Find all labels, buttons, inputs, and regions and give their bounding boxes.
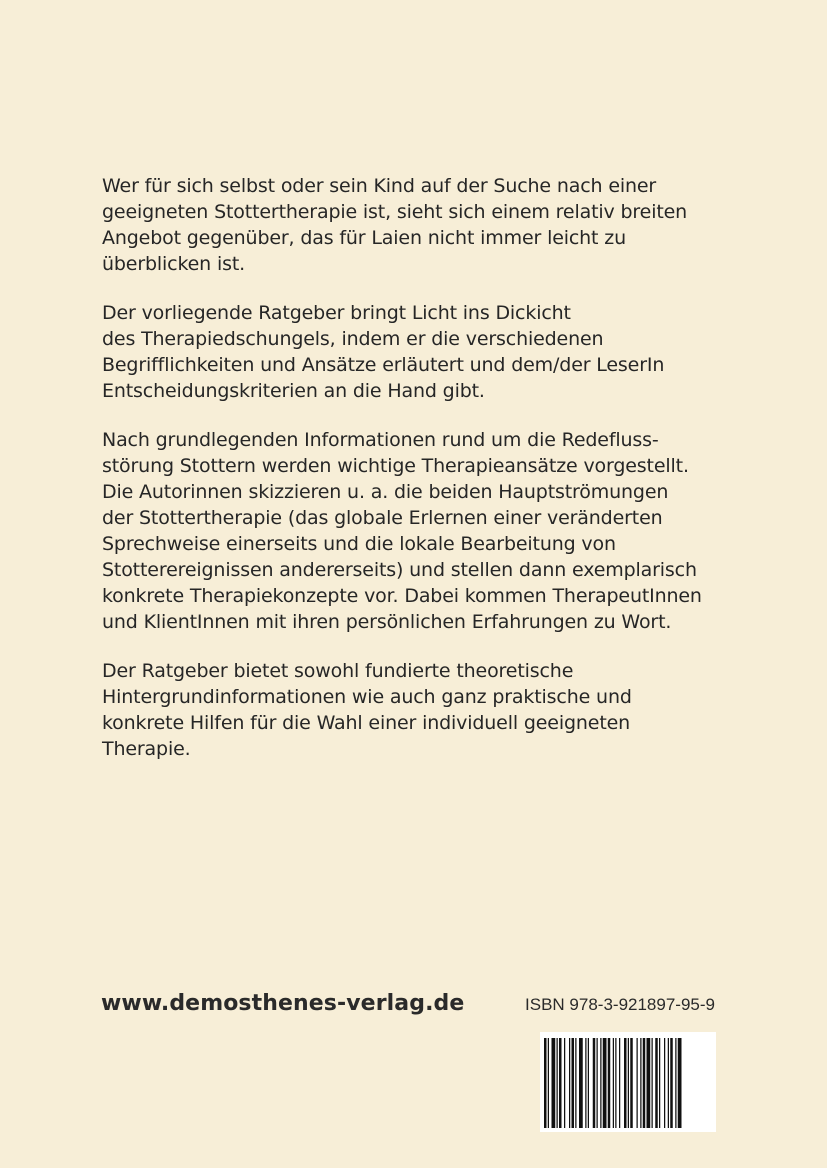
blurb-line: des Therapiedschungels, indem er die verschiedenen <box>102 328 604 350</box>
barcode-bar <box>619 1038 620 1128</box>
blurb-line: Therapie. <box>102 738 191 760</box>
blurb-line: konkrete Hilfen für die Wahl einer individuell geeigneten <box>102 712 631 734</box>
barcode-bar <box>647 1038 651 1128</box>
blurb-line: störung Stottern werden wichtige Therapieansätze vorgestellt. <box>102 455 689 477</box>
barcode-bar <box>548 1038 549 1128</box>
barcode-bar <box>588 1038 589 1128</box>
barcode-bar <box>608 1038 611 1128</box>
blurb-text <box>102 173 742 785</box>
blurb-paragraph-1 <box>102 173 742 277</box>
blurb-line: Begrifflichkeiten und Ansätze erläutert und dem/der LeserIn <box>102 354 665 376</box>
barcode-bar <box>613 1038 614 1128</box>
barcode-bar <box>664 1038 665 1128</box>
barcode-bar <box>593 1038 596 1128</box>
barcode-bar <box>572 1038 575 1128</box>
barcode-bar <box>668 1038 669 1128</box>
barcode-bar <box>675 1038 676 1128</box>
barcode-bar <box>552 1038 556 1128</box>
barcode-bar <box>585 1038 586 1128</box>
barcode-bar <box>600 1038 601 1128</box>
blurb-paragraph-2 <box>102 300 742 404</box>
barcode-bar <box>624 1038 627 1128</box>
blurb-paragraph-3 <box>102 427 742 635</box>
barcode-bar <box>640 1038 641 1128</box>
barcode-bar <box>564 1038 565 1128</box>
blurb-line: Stotterereignissen andererseits) und stellen dann exemplarisch <box>102 559 697 581</box>
blurb-line: Der Ratgeber bietet sowohl fundierte theoretische <box>102 660 574 682</box>
blurb-line: der Stottertherapie (das globale Erlernen einer veränderten <box>102 507 663 529</box>
barcode <box>540 1032 716 1132</box>
blurb-line: Der vorliegende Ratgeber bringt Licht ins Dickicht <box>102 302 571 324</box>
blurb-line: Die Autorinnen skizzieren u. a. die beiden Hauptströmungen <box>102 481 669 503</box>
barcode-bar <box>643 1038 646 1128</box>
barcode-bar <box>628 1038 629 1128</box>
barcode-bar <box>670 1038 673 1128</box>
barcode-bar <box>544 1038 547 1128</box>
barcode-bar <box>597 1038 598 1128</box>
blurb-line: konkrete Therapiekonzepte vor. Dabei kommen TherapeutInnen <box>102 585 702 607</box>
blurb-line: Hintergrundinformationen wie auch ganz praktische und <box>102 686 632 708</box>
barcode-bar <box>559 1038 562 1128</box>
barcode-bar <box>557 1038 558 1128</box>
barcode-bar <box>603 1038 607 1128</box>
barcode-bar <box>678 1038 682 1128</box>
blurb-line: Wer für sich selbst oder sein Kind auf der Suche nach einer <box>102 175 657 197</box>
blurb-line: Nach grundlegenden Informationen rund um die Redefluss- <box>102 429 659 451</box>
barcode-bar <box>652 1038 653 1128</box>
barcode-bar <box>637 1038 638 1128</box>
publisher-website[interactable]: www.demosthenes-verlag.de <box>101 991 465 1016</box>
barcode-bar <box>569 1038 570 1128</box>
blurb-line: Entscheidungskriterien an die Hand gibt. <box>102 380 485 402</box>
blurb-line: Angebot gegenüber, das für Laien nicht immer leicht zu <box>102 227 626 249</box>
blurb-line: überblicken ist. <box>102 253 246 275</box>
barcode-bar <box>575 1038 576 1128</box>
barcode-bar <box>630 1038 633 1128</box>
blurb-line: Sprechweise einerseits und die lokale Bearbeitung von <box>102 533 616 555</box>
blurb-line: und KlientInnen mit ihren persönlichen Erfahrungen zu Wort. <box>102 611 672 633</box>
barcode-bar <box>659 1038 660 1128</box>
barcode-graphic <box>540 1032 716 1132</box>
barcode-bar <box>579 1038 583 1128</box>
barcode-bar <box>655 1038 658 1128</box>
isbn-number: ISBN 978-3-921897-95-9 <box>525 995 715 1014</box>
blurb-paragraph-4 <box>102 658 742 762</box>
blurb-line: geeigneten Stottertherapie ist, sieht sich einem relativ breiten <box>102 201 688 223</box>
barcode-bar <box>615 1038 616 1128</box>
